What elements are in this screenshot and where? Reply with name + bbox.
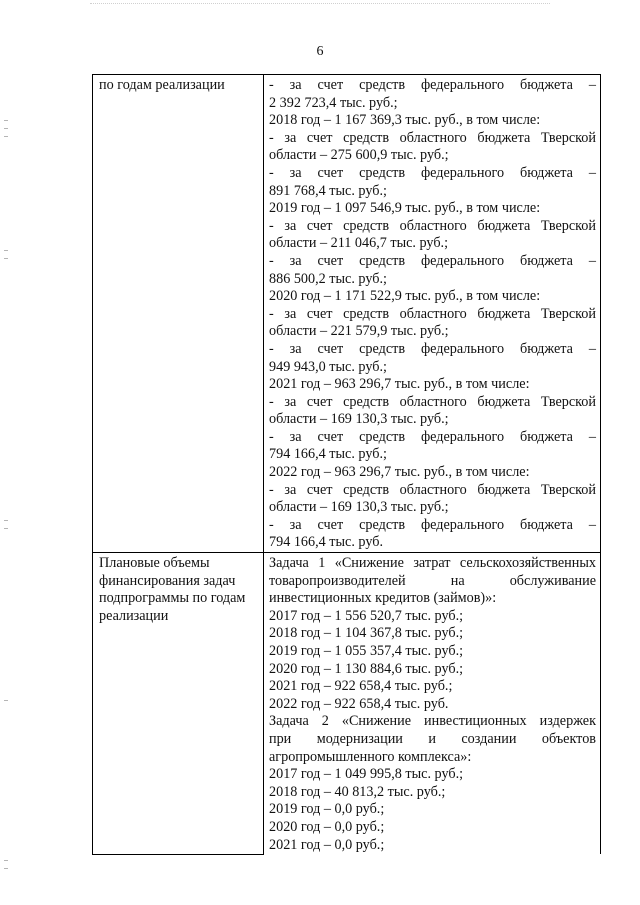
row-value-line: 2020 год – 1 171 522,9 тыс. руб., в том числе: — [269, 288, 541, 305]
table-row-funding-by-years — [93, 75, 601, 553]
row-value-line: 2019 год – 0,0 руб.; — [269, 801, 385, 818]
row-value-line: 886 500,2 тыс. руб.; — [269, 270, 387, 287]
row-label-line: по годам реализации — [99, 77, 225, 93]
row-label-line: финансирования задач — [99, 572, 236, 589]
row-value — [269, 77, 596, 552]
row-value — [269, 555, 596, 854]
binder-mark — [4, 860, 8, 861]
row-value-line: 2019 год – 1 097 546,9 тыс. руб., в том числе: — [269, 200, 541, 217]
row-value-line: Задача 2 «Снижение инвестиционных издержек — [269, 713, 596, 730]
row-value-line: области – 169 130,3 тыс. руб.; — [269, 499, 449, 516]
financing-table — [92, 74, 601, 855]
binder-mark — [4, 258, 8, 259]
row-label-cell — [93, 75, 264, 553]
row-value-line: 949 943,0 тыс. руб.; — [269, 358, 387, 375]
row-value-line: 2020 год – 0,0 руб.; — [269, 818, 385, 835]
row-value-line: области – 221 579,9 тыс. руб.; — [269, 323, 449, 340]
binder-mark — [4, 250, 8, 251]
scan-artifact-top — [90, 3, 550, 6]
row-value-line: 2017 год – 1 556 520,7 тыс. руб.; — [269, 607, 464, 624]
row-value-line: - за счет средств федерального бюджета – — [269, 340, 596, 357]
row-value-line: 2021 год – 922 658,4 тыс. руб.; — [269, 678, 453, 695]
row-label — [99, 77, 259, 95]
row-value-line: области – 211 046,7 тыс. руб.; — [269, 235, 449, 252]
scan-binder-marks — [4, 0, 12, 905]
row-label-cell — [93, 553, 264, 855]
row-value-line: 2018 год – 1 167 369,3 тыс. руб., в том числе: — [269, 112, 541, 129]
binder-mark — [4, 520, 8, 521]
row-value-cell — [264, 75, 601, 553]
page-number: 6 — [316, 44, 324, 59]
row-value-line: 891 768,4 тыс. руб.; — [269, 182, 387, 199]
row-value-line: - за счет средств областного бюджета Тверской — [269, 217, 596, 234]
row-value-line: - за счет средств федерального бюджета – — [269, 252, 596, 269]
row-value-line: - за счет средств федерального бюджета – — [269, 516, 596, 533]
row-value-line: - за счет средств федерального бюджета – — [269, 428, 596, 445]
row-value-line: - за счет средств областного бюджета Тверской — [269, 305, 596, 322]
row-label-line: Плановые объемы — [99, 555, 210, 572]
row-value-line: области – 275 600,9 тыс. руб.; — [269, 147, 449, 164]
row-value-line: - за счет средств федерального бюджета – — [269, 77, 596, 93]
row-value-line: 2018 год – 1 104 367,8 тыс. руб.; — [269, 625, 464, 642]
table-row-planned-volumes — [93, 553, 601, 855]
row-value-line: - за счет средств федерального бюджета – — [269, 164, 596, 181]
row-value-line: 2018 год – 40 813,2 тыс. руб.; — [269, 783, 446, 800]
row-value-line: области – 169 130,3 тыс. руб.; — [269, 411, 449, 428]
row-label-line: подпрограммы по годам — [99, 590, 246, 607]
binder-mark — [4, 700, 8, 701]
row-value-line: товаропроизводителей на обслуживание — [269, 572, 596, 589]
binder-mark — [4, 868, 8, 869]
row-value-line: 2022 год – 963 296,7 тыс. руб., в том числе: — [269, 464, 530, 481]
row-value-line: - за счет средств областного бюджета Тверской — [269, 481, 596, 498]
row-value-cell — [264, 553, 601, 855]
row-value-line: Задача 1 «Снижение затрат сельскохозяйственных — [269, 555, 596, 572]
row-value-line: агропромышленного комплекса»: — [269, 748, 472, 765]
row-value-line: - за счет средств областного бюджета Тверской — [269, 129, 596, 146]
binder-mark — [4, 528, 8, 529]
row-value-line: - за счет средств областного бюджета Тверской — [269, 393, 596, 410]
binder-mark — [4, 128, 8, 129]
binder-mark — [4, 136, 8, 137]
binder-mark — [4, 120, 8, 121]
row-label-line: реализации — [99, 607, 169, 624]
row-value-line: 2022 год – 922 658,4 тыс. руб. — [269, 695, 449, 712]
row-value-line: 2019 год – 1 055 357,4 тыс. руб.; — [269, 643, 464, 659]
row-value-line: 2020 год – 1 130 884,6 тыс. руб.; — [269, 660, 464, 677]
row-value-line: 2021 год – 0,0 руб.; — [269, 836, 385, 853]
row-value-line: при модернизации и создании объектов — [269, 730, 596, 747]
row-value-line: инвестиционных кредитов (займов)»: — [269, 590, 497, 607]
row-value-line: 2 392 723,4 тыс. руб.; — [269, 94, 398, 111]
row-label — [99, 555, 259, 625]
row-value-line: 794 166,4 тыс. руб. — [269, 534, 383, 551]
row-value-line: 2017 год – 1 049 995,8 тыс. руб.; — [269, 766, 464, 783]
row-value-line: 794 166,4 тыс. руб.; — [269, 446, 387, 463]
row-value-line: 2021 год – 963 296,7 тыс. руб., в том числе: — [269, 376, 530, 393]
